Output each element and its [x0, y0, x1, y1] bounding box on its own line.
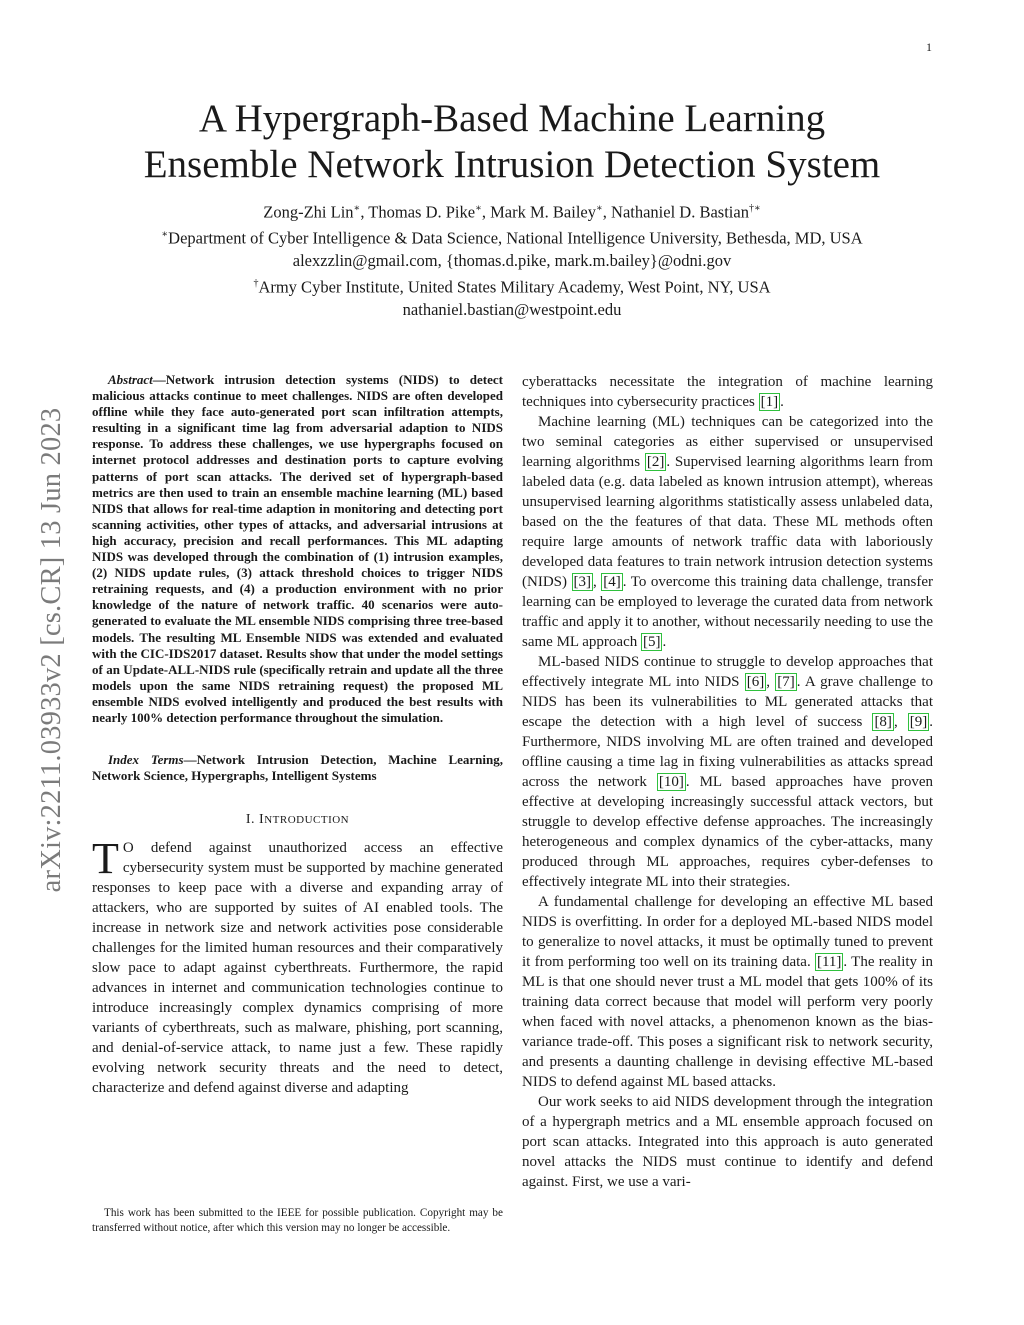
affiliation-1-mark: ∗ — [161, 229, 169, 240]
section-heading-introduction — [92, 812, 503, 828]
text-run: . Furthermore, NIDS involving ML are often trained and developed offline causing a time lag in fixing vulnerabilities as attacks spread across the network — [522, 714, 933, 790]
author-4-mark: †∗ — [748, 203, 761, 214]
abstract-text: —Network intrusion detection systems (NIDS) to detect malicious attacks continue to meet challenges. NIDS are often developed offline while they face auto-generated port scan infiltration attempts, resulting in a significant time lag from adversarial adaption to NIDS response. To address these challenges, we use hypergraphs focused on internet protocol addresses and destination ports to capture evolving patterns of port scan attacks. The derived set of hypergraph-based metrics are then used to train an ensemble machine learning (ML) based NIDS that allows for real-time adaption in monitoring and detecting port scanning activities, other types of attacks, and adversarial intrusions at high accuracy, precision and recall performances. This ML adapting NIDS was developed through the combination of (1) intrusion examples, (2) NIDS update rules, (3) attack threshold choices to trigger NIDS retraining requests, and (4) a production environment with no prior knowledge of the nature of network traffic. 40 scenarios were auto-generated to evaluate the ML ensemble NIDS comprising three tree-based models. The resulting ML Ensemble NIDS was extended and evaluated with the CIC-IDS2017 dataset. Results show that under the model settings of an Update-ALL-NIDS rule (specifically retrain and update all the three models upon the same NIDS retraining request) the proposed ML ensemble NIDS evolved intelligently and produced the best results with nearly 100% detection performance throughout the simulation. — [92, 372, 503, 725]
author-2: Thomas D. Pike — [368, 202, 476, 222]
text-run: cyberattacks necessitate the integration of machine learning techniques into cybersecurity practices — [522, 374, 933, 410]
title-block — [0, 96, 1024, 321]
citation-link[interactable]: [6] — [746, 674, 765, 690]
text-run: , — [766, 674, 776, 690]
text-run: Machine learning (ML) techniques can be categorized into the two seminal categories as either supervised or unsupervised learning algorithms — [522, 414, 933, 470]
emails-1[interactable]: alexzzlin@gmail.com, {thomas.d.pike, mark.m.bailey}@odni.gov — [292, 251, 732, 270]
title-line-2: Ensemble Network Intrusion Detection System — [143, 143, 881, 186]
paper-title — [0, 96, 1024, 188]
citation-link[interactable]: [2] — [646, 454, 665, 470]
right-paragraph-1 — [522, 372, 933, 412]
author-1: Zong-Zhi Lin — [263, 202, 354, 222]
arxiv-stamp: arXiv:2211.03933v2 [cs.CR] 13 Jun 2023 — [36, 407, 67, 893]
section-title-first: I — [259, 812, 265, 828]
text-run: . Supervised learning algorithms learn from labeled data (e.g. data labeled as known intrusion attempt), whereas unsupervised learning algorithms statistically assess unlabeled data, based on the the features of that data. These ML methods often require large amounts of network traffic data with laboriously developed data features to train network intrusion detection systems (NIDS) — [522, 454, 933, 590]
citation-link[interactable]: [11] — [816, 954, 842, 970]
author-4: Nathaniel D. Bastian — [611, 202, 749, 222]
right-paragraph-4 — [522, 892, 933, 1092]
footnote: This work has been submitted to the IEEE for possible publication. Copyright may be transferred without notice, after which this version may no longer be accessible. — [92, 1207, 503, 1234]
right-column — [522, 372, 933, 1192]
affiliation-1-text: Department of Cyber Intelligence & Data Science, National Intelligence University, Bethesda, MD, USA — [168, 228, 863, 248]
right-paragraph-5: Our work seeks to aid NIDS development through the integration of a hypergraph metrics and a ML ensemble approach focused on port scan attacks. Integrated into this approach is auto generated novel attacks the NIDS must continue to identify and defend against. First, we use a vari- — [522, 1094, 933, 1190]
author-1-mark: ∗ — [353, 203, 361, 214]
section-title-rest: NTRODUCTION — [264, 814, 350, 827]
abstract — [92, 372, 503, 726]
author-names: Zong-Zhi Lin∗, Thomas D. Pike∗, Mark M. Bailey∗, Nathaniel D. Bastian†∗ — [263, 202, 761, 222]
index-terms-label: Index Terms — [108, 752, 184, 768]
affiliation-2-mark: † — [253, 277, 259, 289]
text-run: . A grave challenge to NIDS has been its vulnerabilities to ML generated attacks that escape the detection with a high level of success — [522, 674, 934, 730]
left-column — [92, 372, 503, 1098]
affiliation-2 — [0, 273, 1024, 299]
email-2[interactable]: nathaniel.bastian@westpoint.edu — [402, 299, 622, 319]
text-run: , — [593, 574, 602, 590]
right-paragraph-2 — [522, 412, 933, 652]
citation-link[interactable]: [5] — [642, 634, 661, 650]
title-line-1: A Hypergraph-Based Machine Learning — [198, 97, 826, 140]
citation-link[interactable]: [8] — [874, 714, 892, 730]
text-run: A fundamental challenge for developing an effective ML based NIDS is overfitting. In order for a deployed ML-based NIDS model to generalize to novel attacks, it must be optimally tuned to prevent it from performing too well on its training data. — [522, 894, 933, 970]
affiliation-2-text: Army Cyber Institute, United States Military Academy, West Point, NY, USA — [258, 277, 771, 296]
abstract-label: Abstract — [108, 372, 153, 387]
citation-link[interactable]: [4] — [603, 574, 621, 590]
author-3: Mark M. Bailey — [490, 202, 596, 222]
citation-link[interactable]: [3] — [573, 574, 592, 590]
section-number: I. — [245, 812, 256, 828]
index-terms — [92, 752, 503, 784]
text-run: . — [662, 634, 667, 650]
citation-link[interactable]: [10] — [658, 774, 684, 790]
author-block — [0, 198, 1024, 321]
text-run: . ML based approaches have proven effective at developing increasingly successful attack vectors, but struggle to develop effective defense approaches. The increasingly heterogeneous and complex dynamics of the cyber-attacks, many produced through ML approaches, requires cyber-defenses to effectively integrate ML into their strategies. — [522, 774, 933, 890]
author-3-mark: ∗ — [595, 203, 603, 214]
text-run: ML-based NIDS continue to struggle to develop approaches that effectively integrate ML into NIDS — [522, 654, 933, 690]
text-run: , — [893, 714, 908, 730]
index-terms-text: —Network Intrusion Detection, Machine Learning, Network Science, Hypergraphs, Intelligent Systems — [92, 752, 503, 784]
citation-link[interactable]: [7] — [777, 674, 795, 690]
right-paragraph-3 — [522, 652, 933, 892]
drop-cap: T — [92, 834, 119, 884]
citation-link[interactable]: [9] — [909, 714, 928, 730]
citation-link[interactable]: [1] — [760, 394, 779, 410]
page-number: 1 — [926, 40, 932, 54]
text-run: . — [780, 394, 784, 410]
author-2-mark: ∗ — [475, 203, 482, 214]
text-run: . To overcome this training data challenge, transfer learning can be employed to leverage the curated data from network traffic and apply it to another, without necessarily needing to use the same ML approach — [522, 574, 934, 650]
intro-paragraph-1 — [92, 834, 503, 1098]
text-run: . The reality in ML is that one should never trust a ML model that gets 100% of its training data correct because that model will perform very poorly when faced with novel attacks, a phenomenon known as the bias-variance trade-off. This poses a significant risk to network security, and presents a daunting challenge in devising effective ML-based NIDS to defend against ML based attacks. — [522, 954, 933, 1090]
intro-paragraph-1-text: O defend against unauthorized access an effective cybersecurity system must be supported by machine generated responses to keep pace with a diverse and expanding array of attackers, who are supported by suites of AI enabled tools. The increase in network size and network activities pose considerable challenges for the limited human resources and their comparatively slow pace to adapt against cyberthreats. Furthermore, the rapid advances in internet and communication technologies continue to introduce increasingly complex dynamics comprising of more variants of cyberthreats, such as malware, phishing, port scanning, and denial-of-service attack, to name just a few. These rapidly evolving network security threats and the need to detect, characterize and defend against diverse and adapting — [92, 840, 503, 1097]
affiliation-1 — [0, 224, 1024, 250]
